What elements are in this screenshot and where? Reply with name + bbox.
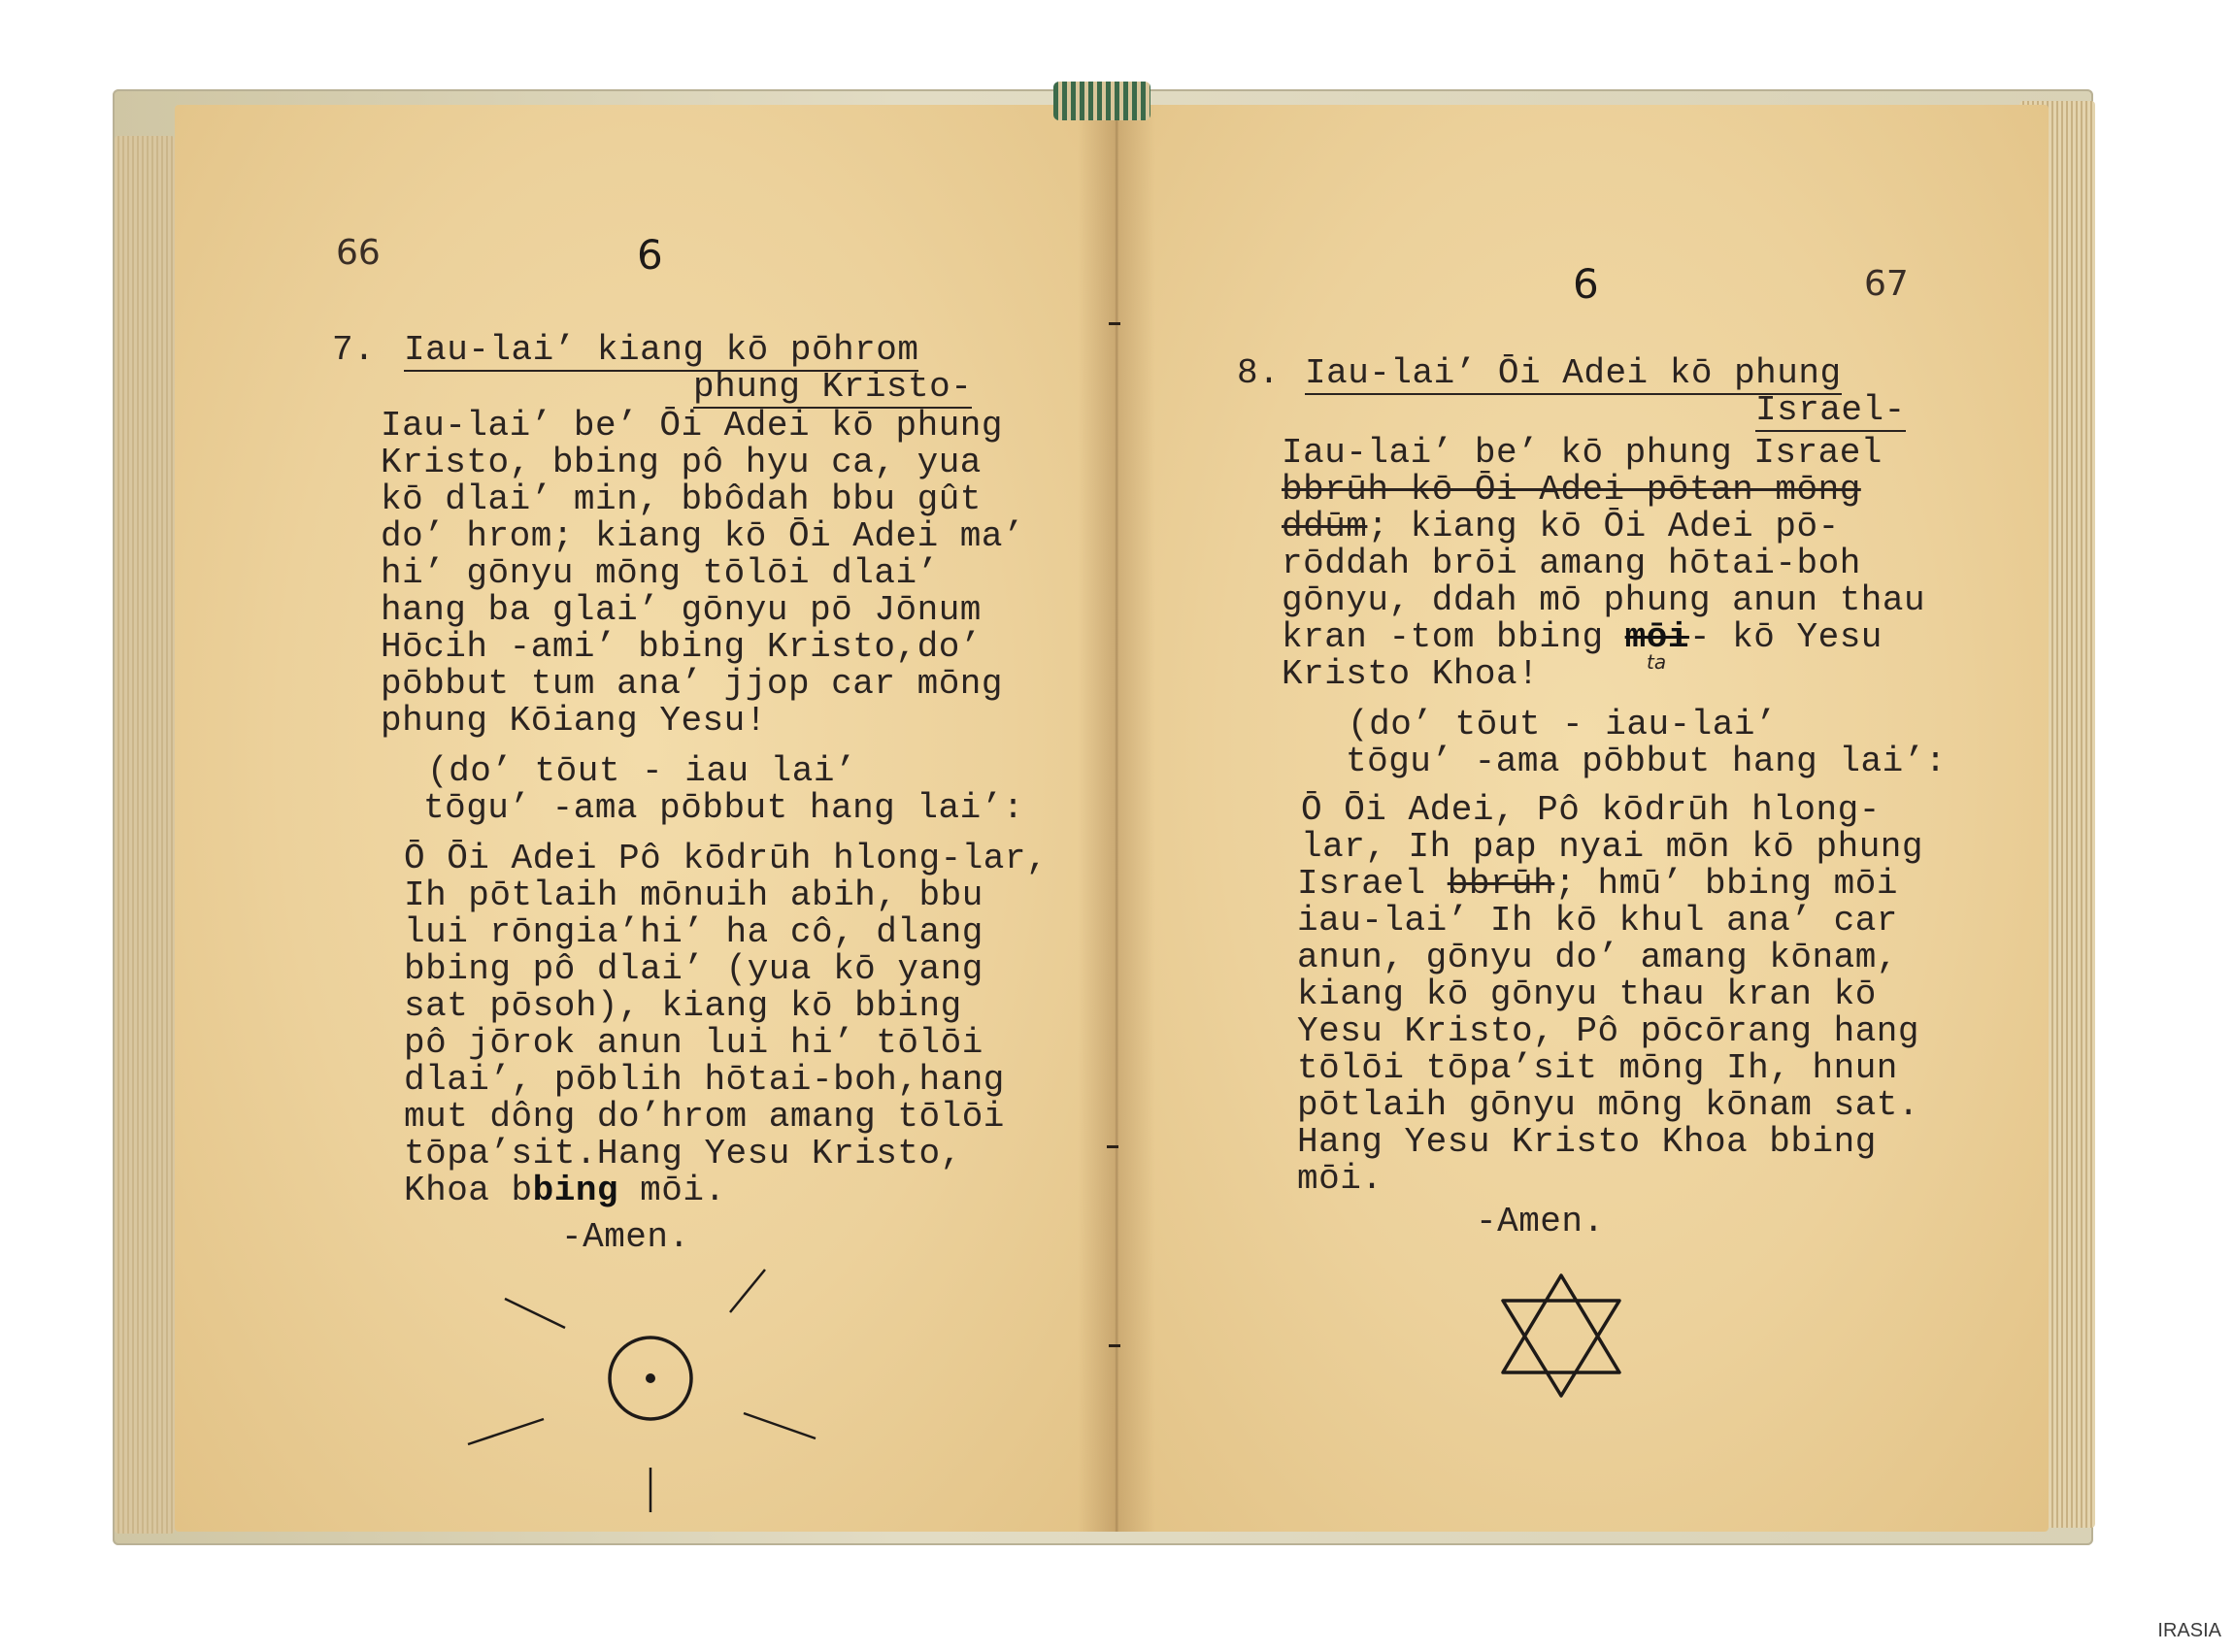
binding-stitch [1109,1344,1120,1347]
page-number-right: 67 [1864,264,1909,304]
body-line [1282,619,1883,656]
body-line: hi’ gōnyu mōng tōlōi dlai’ [381,553,939,593]
prayer-line: Yesu Kristo, Pô pōcōrang hang [1297,1011,1920,1051]
prayer-line: sat pōsoh), kiang kō bbing [404,986,962,1026]
text-fragment: Khoa b [404,1171,533,1210]
body-line: kō dlai’ min, bbôdah bbu gût [381,479,982,519]
section-heading-line2: phung Kristo- [693,367,973,407]
text-fragment: Israel [1297,864,1448,904]
prayer-line [1297,866,1898,903]
prayer-line: lar, Ih pap nyai mōn kō phung [1301,827,1924,867]
body-line: Iau-lai’ be’ Ōi Adei kō phung [381,406,1004,446]
prayer-line: tōlōi tōpa’sit mōng Ih, hnun [1297,1048,1898,1088]
text-fragment: kran -tom bbing [1282,617,1625,657]
body-line: rōddah brōi amang hōtai-boh [1282,544,1861,583]
binding-stitch [1109,322,1120,325]
chapter-mark-left: 6 [637,231,663,279]
prayer-line: lui rōngia’hi’ ha cô, dlang [404,912,983,952]
prayer-line: mōi. [1297,1159,1383,1199]
prayer-line: dlai’, pōblih hōtai-boh,hang [404,1060,1005,1100]
prayer-last-line [404,1173,726,1209]
section-heading-line2: Israel- [1755,390,1906,430]
text-fragment: - kō Yesu [1688,617,1883,657]
sun-drawing-icon [456,1262,825,1524]
response-line: tōgu’ -ama pōbbut hang lai’: [423,788,1024,828]
section-number-8: 8. [1237,353,1281,393]
text-fragment: ; kiang kō Ōi Adei pō- [1367,507,1840,546]
section-number-7: 7. [332,330,376,370]
struck-body-line: bbrūh kō Ōi Adei pōtan mōng [1282,470,1861,510]
body-line [1282,509,1840,545]
body-line: hang ba glai’ gōnyu pō Jōnum [381,590,982,630]
watermark: IRASIA [2157,1620,2221,1641]
text-fragment: mōi. [618,1171,726,1210]
inked-correction: bing [532,1171,619,1210]
section-heading-line1: Iau-lai’ Ōi Adei kō phung [1305,353,1842,393]
prayer-line: bbing pô dlai’ (yua kō yang [404,949,983,989]
prayer-line: kiang kō gōnyu thau kran kō [1297,975,1877,1014]
prayer-line: Ō Ōi Adei Pô kōdrūh hlong-lar, [404,839,1049,878]
body-line: Hōcih -ami’ bbing Kristo,do’ [381,627,982,667]
page-block-edge-left [115,136,175,1534]
prayer-line: Ō Ōi Adei, Pô kōdrūh hlong- [1301,790,1881,830]
response-line: (do’ tōut - iau-lai’ [1348,705,1778,744]
body-line: Kristo, bbing pô hyu ca, yua [381,443,982,482]
response-line: tōgu’ -ama pōbbut hang lai’: [1346,742,1947,781]
text-fragment: ; hmū’ bbing mōi [1554,864,1898,904]
prayer-line: tōpa’sit.Hang Yesu Kristo, [404,1134,962,1173]
struck-word: bbrūh [1447,864,1555,904]
body-line: do’ hrom; kiang kō Ōi Adei ma’ [381,516,1025,556]
binding-stitch [1107,1145,1118,1148]
chapter-mark-right: 6 [1573,260,1599,308]
prayer-line: pōtlaih gōnyu mōng kōnam sat. [1297,1085,1920,1125]
page-number-left: 66 [336,233,381,273]
prayer-line: anun, gōnyu do’ amang kōnam, [1297,938,1898,977]
headband [1053,82,1150,120]
star-of-david-icon [1493,1268,1629,1404]
struck-word: mōi [1624,617,1689,657]
body-line: gōnyu, ddah mō phung anun thau [1282,580,1926,620]
section-heading-line1: Iau-lai’ kiang kō pōhrom [404,330,919,370]
prayer-line: pô jōrok anun lui hi’ tōlōi [404,1023,983,1063]
prayer-line: Ih pōtlaih mōnuih abih, bbu [404,876,983,915]
amen-right: -Amen. [1476,1202,1605,1241]
body-line: phung Kōiang Yesu! [381,701,767,741]
amen-left: -Amen. [561,1217,690,1257]
prayer-line: mut dông do’hrom amang tōlōi [404,1097,1005,1137]
response-line: (do’ tōut - iau lai’ [427,751,857,791]
prayer-line: iau-lai’ Ih kō khul ana’ car [1297,901,1898,941]
body-line: Kristo Khoa! [1282,654,1540,694]
body-line: Iau-lai’ be’ kō phung Israel [1282,433,1883,473]
struck-word: ddūm [1282,507,1368,546]
handwritten-correction: ta [1647,650,1667,674]
body-line: pōbbut tum ana’ jjop car mōng [381,664,1004,704]
prayer-line: Hang Yesu Kristo Khoa bbing [1297,1122,1877,1162]
book-gutter [1078,105,1155,1532]
